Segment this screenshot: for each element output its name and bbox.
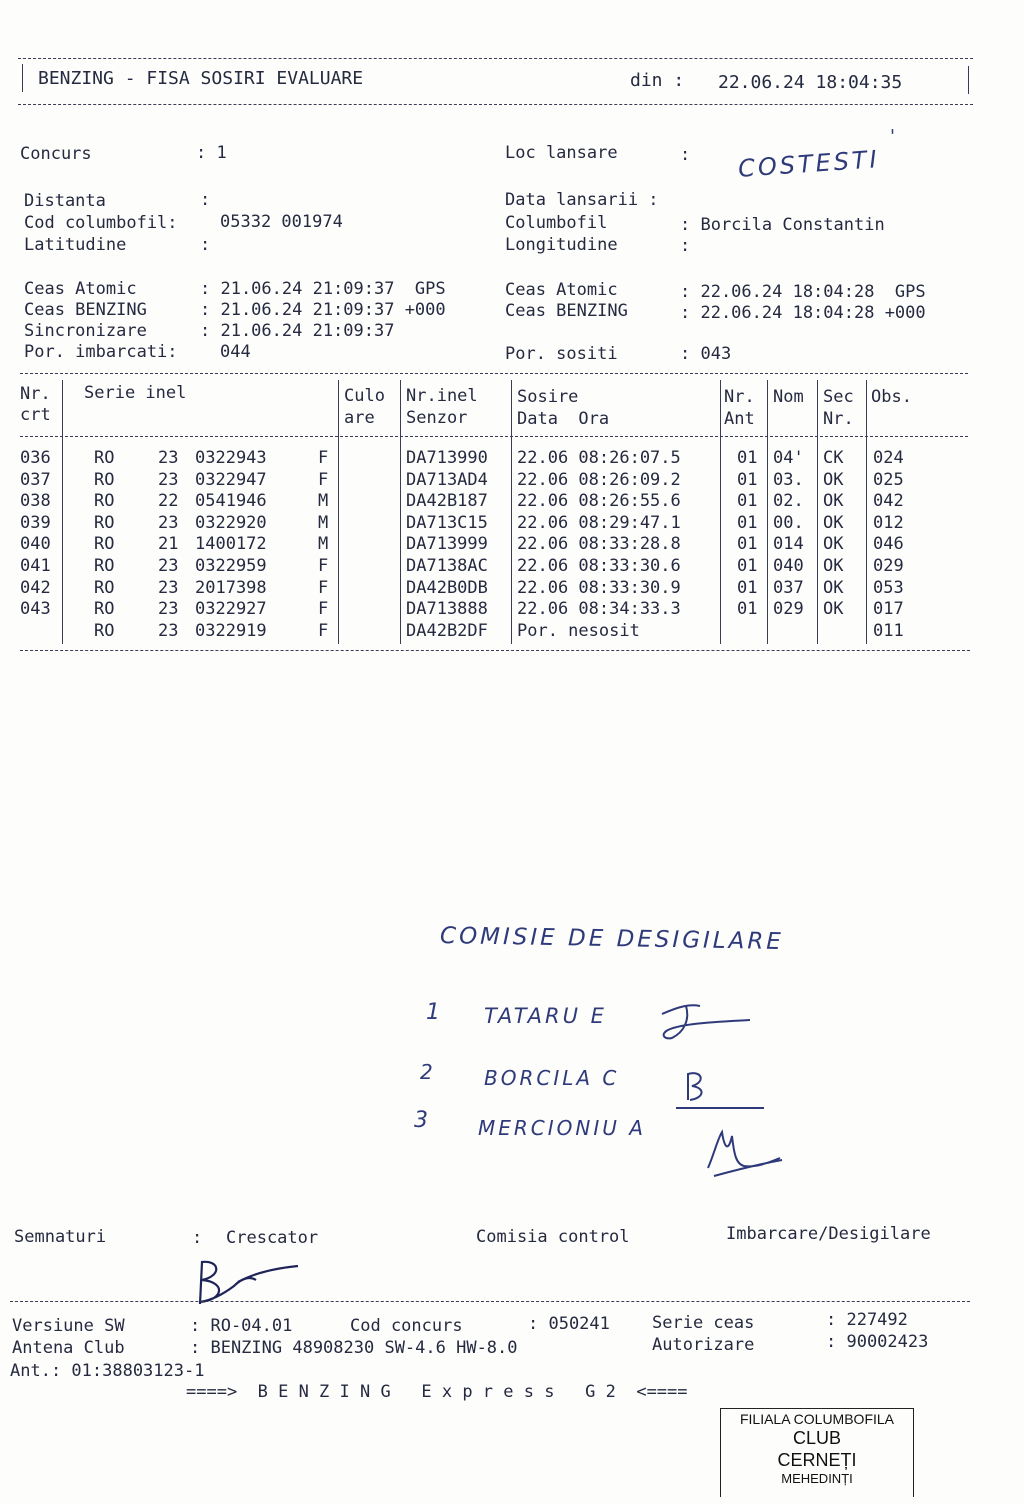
sositi-label: Por. sositi xyxy=(505,344,618,364)
row-nom: 02. xyxy=(773,491,804,512)
row-nr: 039 xyxy=(20,512,51,533)
header-left-border xyxy=(22,64,23,92)
concurs-value: : 1 xyxy=(196,143,227,163)
signature-tataru xyxy=(650,992,760,1052)
th-obs: Obs. xyxy=(871,387,912,407)
row-nom: 037 xyxy=(773,577,804,598)
th-sosire-2: Data Ora xyxy=(517,409,610,429)
row-arrival-time: 22.06 08:33:30.6 xyxy=(517,556,681,576)
row-nom: 029 xyxy=(773,599,804,620)
th-sosire-1: Sosire xyxy=(517,387,579,407)
row-arrival-time: 22.06 08:33:30.9 xyxy=(517,577,681,598)
footer-top-border xyxy=(10,1301,970,1302)
latitudine-value: : xyxy=(200,235,211,255)
row-ring: 0322927 xyxy=(195,599,267,620)
row-obs: 053 xyxy=(873,577,904,598)
row-sec: OK xyxy=(823,491,844,512)
th-nr-2: crt xyxy=(20,405,51,425)
row-ring: 2017398 xyxy=(195,577,267,598)
member-2-num: 2 xyxy=(420,1060,436,1084)
signatures-sep: : xyxy=(192,1228,203,1248)
member-3-name: MERCIONIU A xyxy=(478,1116,646,1140)
row-sex: F xyxy=(318,448,329,468)
row-year: 23 xyxy=(158,512,179,533)
row-sensor: DA7138AC xyxy=(406,556,488,576)
row-ring: 0322959 xyxy=(195,556,267,576)
row-sex: F xyxy=(318,556,329,576)
member-1-name: TATARU E xyxy=(484,1004,607,1028)
distanta-value: : xyxy=(200,190,211,210)
row-year: 23 xyxy=(158,448,179,468)
row-nom: 00. xyxy=(773,512,804,533)
th-serie: Serie inel xyxy=(84,383,187,403)
row-nom: 040 xyxy=(773,556,804,576)
th-sec-2: Nr. xyxy=(823,409,854,429)
tick-mark: ' xyxy=(890,126,898,147)
table-top-border xyxy=(20,373,968,374)
sync-label: Sincronizare xyxy=(24,321,147,341)
stamp-line-2: CLUB xyxy=(792,1428,841,1448)
row-obs: 046 xyxy=(873,534,904,555)
row-arrival-time: 22.06 08:26:55.6 xyxy=(517,491,681,512)
row-ring: 0541946 xyxy=(195,491,267,512)
row-sensor: DA42B0DB xyxy=(406,577,488,598)
row-nom: 04' xyxy=(773,448,804,468)
header-bottom-border xyxy=(18,104,973,105)
row-sex: M xyxy=(318,491,329,512)
row-ant: 01 xyxy=(737,577,758,598)
antena-label: Antena Club xyxy=(12,1338,125,1358)
row-ant: 01 xyxy=(737,491,758,512)
row-obs: 011 xyxy=(873,620,904,641)
signatures-label: Semnaturi xyxy=(14,1227,107,1247)
table-bottom-border xyxy=(20,650,970,651)
row-sensor: DA713888 xyxy=(406,599,488,620)
row-obs: 024 xyxy=(873,448,904,468)
serie-ceas-label: Serie ceas xyxy=(652,1313,755,1333)
row-ant: 01 xyxy=(737,469,758,490)
sositi-value: : 043 xyxy=(680,344,732,364)
row-year: 23 xyxy=(158,469,179,490)
th-nom: Nom xyxy=(773,387,804,407)
cod-concurs-label: Cod concurs xyxy=(350,1316,463,1336)
right-benzing-label: Ceas BENZING xyxy=(505,301,628,321)
row-sensor: DA42B2DF xyxy=(406,620,488,641)
stamp-line-1: FILIALA COLUMBOFILA xyxy=(739,1411,895,1427)
express-line: ====> B E N Z I N G E x p r e s s G 2 <==== xyxy=(186,1382,688,1402)
cod-columbofil-label: Cod columbofil: xyxy=(24,213,178,233)
row-nr: 042 xyxy=(20,577,51,598)
col-sep-4 xyxy=(511,380,512,644)
row-ring: 0322947 xyxy=(195,469,267,490)
row-ro: RO xyxy=(94,448,115,468)
right-atomic-value: : 22.06.24 18:04:28 GPS xyxy=(680,282,926,302)
row-ring: 0322919 xyxy=(195,620,267,641)
th-culo-1: Culo xyxy=(344,386,385,406)
row-obs: 025 xyxy=(873,469,904,490)
th-nr-1: Nr. xyxy=(20,384,51,404)
row-ant: 01 xyxy=(737,512,758,533)
row-sec: CK xyxy=(823,448,844,468)
row-nr: 036 xyxy=(20,448,51,468)
row-obs: 029 xyxy=(873,556,904,576)
row-sex: F xyxy=(318,620,329,641)
row-arrival-time: 22.06 08:29:47.1 xyxy=(517,512,681,533)
loc-lansare-sep: : xyxy=(680,145,691,165)
row-arrival-time: 22.06 08:26:07.5 xyxy=(517,448,681,468)
row-sensor: DA713999 xyxy=(406,534,488,555)
row-nom: 014 xyxy=(773,534,804,555)
right-atomic-label: Ceas Atomic xyxy=(505,280,618,300)
th-ant-1: Nr. xyxy=(724,387,755,407)
th-nrinel-2: Senzor xyxy=(406,408,468,428)
row-sec: OK xyxy=(823,512,844,533)
header-right-border xyxy=(968,66,969,94)
date-label: din : xyxy=(630,70,685,91)
row-year: 23 xyxy=(158,556,179,576)
row-sex: F xyxy=(318,577,329,598)
stamp-line-4: MEHEDINȚI xyxy=(781,1471,853,1486)
versiune-label: Versiune SW xyxy=(12,1316,125,1336)
row-ring: 0322943 xyxy=(195,448,267,468)
longitudine-label: Longitudine xyxy=(505,235,618,255)
row-arrival-time: 22.06 08:34:33.3 xyxy=(517,599,681,620)
signature-crescator xyxy=(186,1256,306,1312)
row-year: 22 xyxy=(158,491,179,512)
columbofil-value: : Borcila Constantin xyxy=(680,215,885,235)
col-sep-5 xyxy=(720,380,721,644)
left-benzing-value: : 21.06.24 21:09:37 +000 xyxy=(200,300,446,320)
member-1-num: 1 xyxy=(426,1000,443,1025)
autorizare-value: : 90002423 xyxy=(826,1332,929,1352)
concurs-label: Concurs xyxy=(20,144,92,164)
row-sec: OK xyxy=(823,534,844,555)
imbarcati-value: 044 xyxy=(220,342,251,362)
member-2-name: BORCILA C xyxy=(484,1066,620,1090)
row-nr: 043 xyxy=(20,599,51,620)
latitudine-label: Latitudine xyxy=(24,235,127,255)
row-obs: 017 xyxy=(873,599,904,620)
columbofil-label: Columbofil xyxy=(505,213,608,233)
row-ro: RO xyxy=(94,577,115,598)
th-ant-2: Ant xyxy=(724,409,755,429)
serie-ceas-value: : 227492 xyxy=(826,1310,908,1330)
row-ant: 01 xyxy=(737,534,758,555)
club-stamp xyxy=(720,1408,914,1497)
row-year: 21 xyxy=(158,534,179,555)
longitudine-value: : xyxy=(680,236,691,256)
th-sec-1: Sec xyxy=(823,387,854,407)
loc-lansare-handwritten: COSTESTI xyxy=(737,145,881,183)
row-sex: M xyxy=(318,534,329,555)
row-ring: 1400172 xyxy=(195,534,267,555)
versiune-value: : RO-04.01 xyxy=(190,1316,293,1336)
row-ant: 01 xyxy=(737,599,758,620)
row-arrival-time: Por. nesosit xyxy=(517,620,640,641)
imbarcare-label: Imbarcare/Desigilare xyxy=(726,1224,931,1244)
row-obs: 012 xyxy=(873,512,904,533)
row-ant: 01 xyxy=(737,448,758,468)
right-benzing-value: : 22.06.24 18:04:28 +000 xyxy=(680,303,926,323)
row-sensor: DA713990 xyxy=(406,448,488,468)
row-ro: RO xyxy=(94,556,115,576)
autorizare-label: Autorizare xyxy=(652,1335,755,1355)
row-sec: OK xyxy=(823,599,844,620)
row-sec: OK xyxy=(823,469,844,490)
row-ro: RO xyxy=(94,534,115,555)
commission-title: COMISIE DE DESIGILARE xyxy=(439,923,785,955)
th-nrinel-1: Nr.inel xyxy=(406,386,478,406)
antena-value: : BENZING 48908230 SW-4.6 HW-8.0 xyxy=(190,1338,518,1358)
col-sep-8 xyxy=(866,380,867,644)
col-sep-1 xyxy=(62,380,63,644)
sync-value: : 21.06.24 21:09:37 xyxy=(200,321,395,341)
cod-columbofil-value: 05332 001974 xyxy=(220,212,343,232)
left-atomic-value: : 21.06.24 21:09:37 GPS xyxy=(200,279,446,299)
row-ro: RO xyxy=(94,512,115,533)
imbarcati-label: Por. imbarcati: xyxy=(24,342,178,362)
signature-mercioniu xyxy=(700,1124,800,1184)
row-ring: 0322920 xyxy=(195,512,267,533)
row-ro: RO xyxy=(94,469,115,490)
row-year: 23 xyxy=(158,599,179,620)
date-value: 22.06.24 18:04:35 xyxy=(718,72,903,93)
row-sensor: DA713AD4 xyxy=(406,469,488,490)
row-sensor: DA713C15 xyxy=(406,512,488,533)
row-arrival-time: 22.06 08:33:28.8 xyxy=(517,534,681,555)
row-year: 23 xyxy=(158,620,179,641)
doc-title: BENZING - FISA SOSIRI EVALUARE xyxy=(38,68,364,89)
row-arrival-time: 22.06 08:26:09.2 xyxy=(517,469,681,490)
row-sec: OK xyxy=(823,577,844,598)
member-3-num: 3 xyxy=(414,1108,431,1133)
table-header-border xyxy=(20,436,968,437)
row-nr: 041 xyxy=(20,556,51,576)
row-ro: RO xyxy=(94,599,115,620)
header-top-border xyxy=(18,58,973,59)
comisia-label: Comisia control xyxy=(476,1227,630,1247)
row-sec: OK xyxy=(823,556,844,576)
cod-concurs-value: : 050241 xyxy=(528,1314,610,1334)
row-obs: 042 xyxy=(873,491,904,512)
col-sep-2 xyxy=(338,380,339,644)
row-sex: F xyxy=(318,599,329,620)
col-sep-6 xyxy=(767,380,768,644)
loc-lansare-label: Loc lansare xyxy=(505,143,618,163)
row-sex: M xyxy=(318,512,329,533)
row-sensor: DA42B187 xyxy=(406,491,488,512)
row-sex: F xyxy=(318,469,329,490)
row-ro: RO xyxy=(94,491,115,512)
row-nr: 038 xyxy=(20,491,51,512)
row-nr: 037 xyxy=(20,469,51,490)
left-benzing-label: Ceas BENZING xyxy=(24,300,147,320)
col-sep-7 xyxy=(817,380,818,644)
crescator-label: Crescator xyxy=(226,1228,319,1248)
th-culo-2: are xyxy=(344,408,375,428)
row-nom: 03. xyxy=(773,469,804,490)
ant-line: Ant.: 01:38803123-1 xyxy=(10,1361,205,1381)
row-nr: 040 xyxy=(20,534,51,555)
data-lansarii-label: Data lansarii : xyxy=(505,190,659,210)
distanta-label: Distanta xyxy=(24,191,106,211)
signature-borcila xyxy=(670,1064,770,1114)
row-year: 23 xyxy=(158,577,179,598)
stamp-line-3: CERNEȚI xyxy=(777,1450,857,1470)
row-ro: RO xyxy=(94,620,115,641)
left-atomic-label: Ceas Atomic xyxy=(24,279,137,299)
col-sep-3 xyxy=(400,380,401,644)
row-ant: 01 xyxy=(737,556,758,576)
